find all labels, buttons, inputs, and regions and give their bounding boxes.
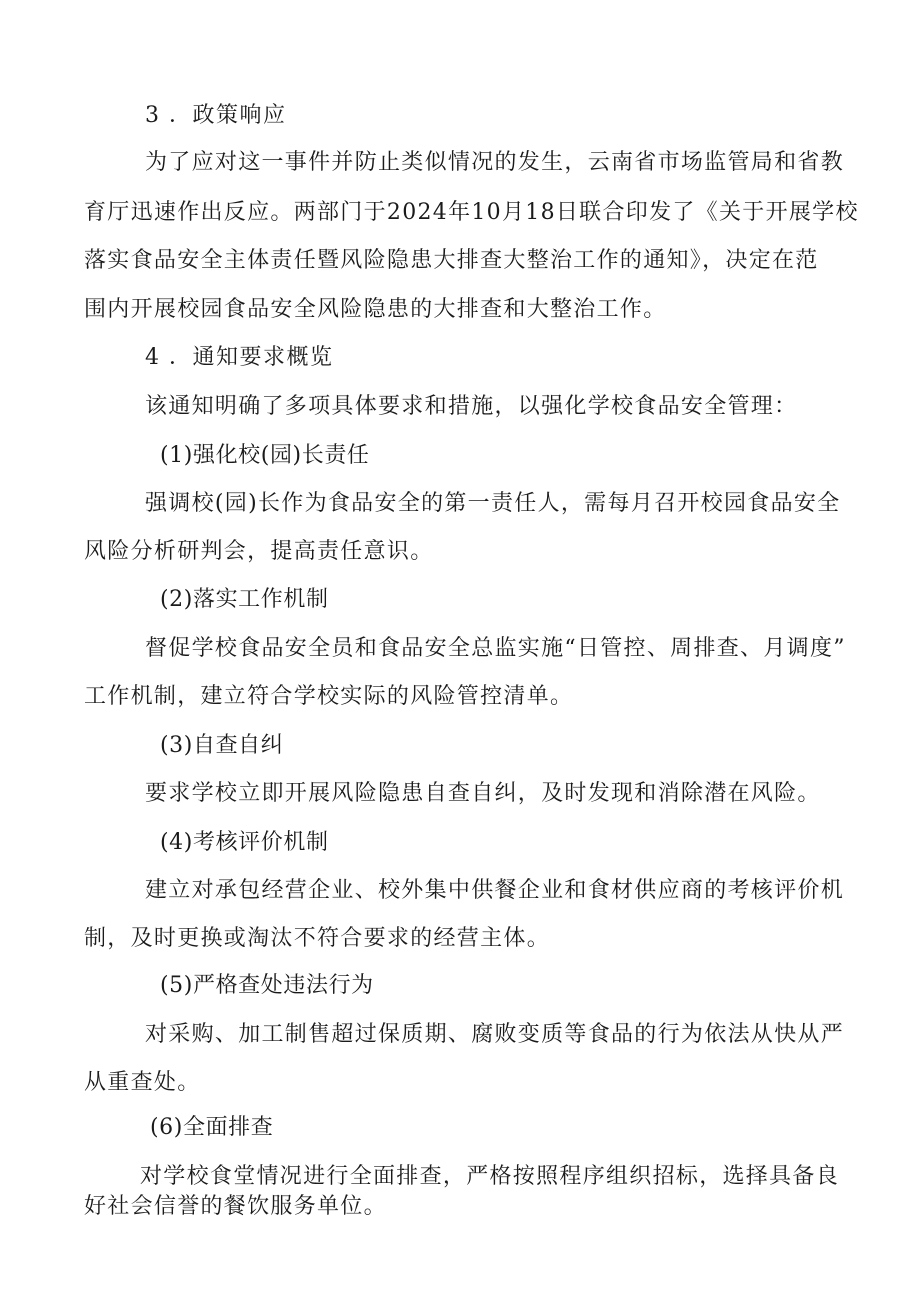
item-2-title: (2)落实工作机制 bbox=[160, 587, 329, 612]
item-3-title: (3)自查自纠 bbox=[160, 733, 284, 758]
item-5-line-1: 对采购、加工制售超过保质期、腐败变质等食品的行为依法从快从严 bbox=[145, 1022, 845, 1047]
item-5-title: (5)严格查处违法行为 bbox=[160, 973, 374, 998]
item-6-title: (6)全面排查 bbox=[150, 1115, 274, 1140]
section-4-heading: 4 ．通知要求概览 bbox=[145, 345, 334, 370]
section-3-heading: 3 ．政策响应 bbox=[145, 103, 287, 128]
item-6-line-2: 好社会信誉的餐饮服务单位。 bbox=[84, 1194, 387, 1219]
item-2-line-2: 工作机制，建立符合学校实际的风险管控清单。 bbox=[84, 684, 574, 709]
section-3-body-line-1: 为了应对这一事件并防止类似情况的发生，云南省市场监管局和省教 bbox=[145, 150, 845, 175]
section-3-body-line-4: 围内开展校园食品安全风险隐患的大排查和大整治工作。 bbox=[84, 297, 667, 322]
section-4-intro: 该通知明确了多项具体要求和措施，以强化学校食品安全管理： bbox=[145, 394, 798, 419]
item-2-line-1: 督促学校食品安全员和食品安全总监实施“日管控、周排查、月调度” bbox=[145, 636, 846, 661]
item-3-line-1: 要求学校立即开展风险隐患自查自纠，及时发现和消除潜在风险。 bbox=[145, 781, 821, 806]
item-4-title: (4)考核评价机制 bbox=[160, 830, 329, 855]
item-1-title: (1)强化校(园)长责任 bbox=[160, 443, 370, 468]
item-5-line-2: 从重查处。 bbox=[84, 1070, 201, 1095]
item-4-line-1: 建立对承包经营企业、校外集中供餐企业和食材供应商的考核评价机 bbox=[145, 878, 845, 903]
item-4-line-2: 制，及时更换或淘汰不符合要求的经营主体。 bbox=[84, 926, 551, 951]
section-3-body-line-3: 落实食品安全主体责任暨风险隐患大排查大整治工作的通知》，决定在范 bbox=[84, 248, 819, 273]
item-6-line-1: 对学校食堂情况进行全面排查，严格按照程序组织招标，选择具备良 bbox=[140, 1164, 840, 1189]
item-1-line-2: 风险分析研判会，提高责任意识。 bbox=[84, 539, 434, 564]
item-1-line-1: 强调校(园)长作为食品安全的第一责任人，需每月召开校园食品安全 bbox=[145, 491, 841, 516]
section-3-body-line-2: 育厅迅速作出反应。两部门于2024年10月18日联合印发了《关于开展学校 bbox=[84, 200, 859, 225]
